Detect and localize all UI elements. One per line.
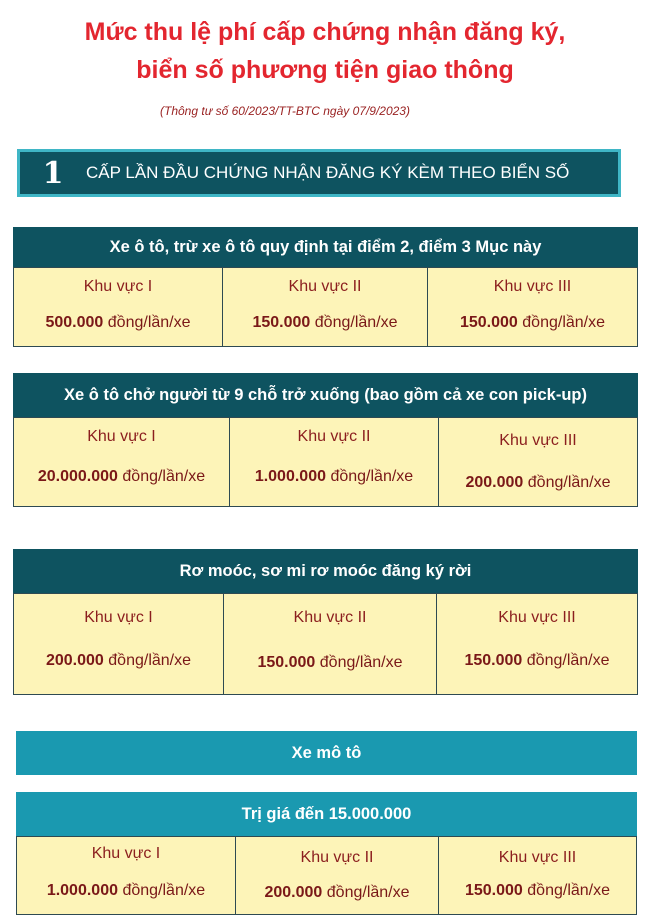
fee-amount: 150.000 đồng/lần/xe bbox=[252, 314, 398, 331]
fee-row bbox=[13, 593, 638, 695]
page-title-line-2: biển số phương tiện giao thông bbox=[136, 56, 514, 84]
fee-amount: 200.000 đồng/lần/xe bbox=[45, 652, 192, 669]
fee-cell-area-2 bbox=[223, 268, 428, 346]
fee-cell-area-1 bbox=[14, 268, 223, 346]
fee-amount: 500.000 đồng/lần/xe bbox=[45, 314, 191, 331]
fee-block-trailers bbox=[13, 549, 638, 695]
area-label: Khu vực II bbox=[293, 609, 367, 626]
fee-row bbox=[13, 267, 638, 347]
fee-cell-area-3 bbox=[437, 594, 637, 694]
page-title-line-1: Mức thu lệ phí cấp chứng nhận đăng ký, bbox=[84, 18, 566, 46]
area-label: Khu vực I bbox=[91, 845, 161, 862]
section-label: CẤP LẦN ĐẦU CHỨNG NHẬN ĐĂNG KÝ KÈM THEO BIỂN SỐ bbox=[86, 163, 570, 182]
section-header bbox=[17, 149, 621, 197]
block-heading: Xe mô tô bbox=[16, 731, 637, 775]
area-label: Khu vực I bbox=[87, 428, 156, 445]
fee-block-cars bbox=[13, 227, 638, 347]
fee-amount: 20.000.000 đồng/lần/xe bbox=[37, 468, 206, 485]
fee-cell-area-2 bbox=[224, 594, 437, 694]
fee-cell-area-3 bbox=[428, 268, 637, 346]
block-heading: Xe ô tô chở người từ 9 chỗ trở xuống (bao gồm cả xe con pick-up) bbox=[13, 373, 638, 417]
block-heading: Rơ moóc, sơ mi rơ moóc đăng ký rời bbox=[13, 549, 638, 593]
area-label: Khu vực III bbox=[498, 849, 577, 866]
fee-amount: 150.000 đồng/lần/xe bbox=[257, 654, 403, 671]
area-label: Khu vực II bbox=[300, 849, 374, 866]
fee-amount: 200.000 đồng/lần/xe bbox=[264, 884, 410, 901]
fee-cell-area-1 bbox=[17, 837, 236, 914]
area-label: Khu vực II bbox=[288, 278, 362, 295]
legal-reference: (Thông tư số 60/2023/TT-BTC ngày 07/9/2023) bbox=[160, 104, 410, 118]
fee-cell-area-3 bbox=[439, 837, 636, 914]
section-number: 1 bbox=[42, 155, 64, 191]
area-label: Khu vực I bbox=[84, 609, 153, 626]
fee-amount: 1.000.000 đồng/lần/xe bbox=[46, 882, 206, 899]
block-heading: Xe ô tô, trừ xe ô tô quy định tại điểm 2, điểm 3 Mục này bbox=[13, 227, 638, 267]
fee-amount: 150.000 đồng/lần/xe bbox=[459, 314, 606, 331]
fee-cell-area-2 bbox=[230, 418, 439, 506]
fee-amount: 1.000.000 đồng/lần/xe bbox=[254, 468, 414, 485]
fee-cell-area-1 bbox=[14, 594, 224, 694]
area-label: Khu vực III bbox=[493, 278, 572, 295]
fee-cell-area-3 bbox=[439, 418, 637, 506]
fee-cell-area-1 bbox=[14, 418, 230, 506]
area-label: Khu vực I bbox=[83, 278, 153, 295]
fee-row bbox=[16, 836, 637, 915]
fee-amount: 150.000 đồng/lần/xe bbox=[464, 652, 610, 669]
fee-row bbox=[13, 417, 638, 507]
fee-cell-area-2 bbox=[236, 837, 439, 914]
area-label: Khu vực III bbox=[498, 609, 576, 626]
fee-block-motorbikes bbox=[16, 731, 637, 915]
fee-block-passenger-cars bbox=[13, 373, 638, 507]
fee-amount: 200.000 đồng/lần/xe bbox=[465, 474, 611, 491]
area-label: Khu vực II bbox=[297, 428, 371, 445]
block-subheading: Trị giá đến 15.000.000 bbox=[16, 792, 637, 836]
area-label: Khu vực III bbox=[499, 432, 577, 449]
fee-amount: 150.000 đồng/lần/xe bbox=[464, 882, 611, 899]
